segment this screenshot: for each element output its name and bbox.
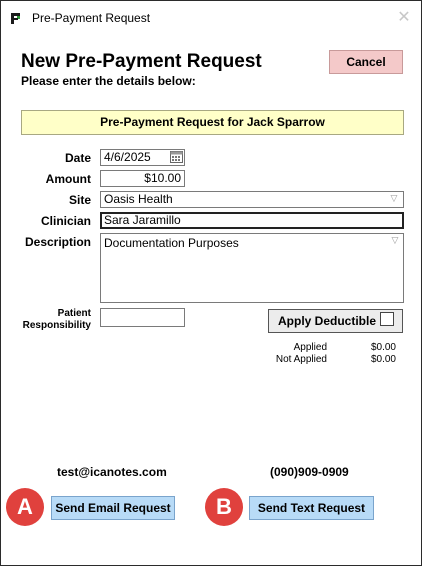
clinician-value: Sara Jaramillo	[104, 213, 181, 227]
clinician-label: Clinician	[40, 214, 91, 228]
description-value: Documentation Purposes	[104, 236, 239, 250]
description-label: Description	[24, 235, 91, 249]
patient-label-line2: Responsibility	[22, 320, 91, 331]
title-bar	[1, 1, 421, 35]
site-value: Oasis Health	[104, 192, 173, 206]
chevron-down-icon[interactable]: ▽	[390, 194, 398, 204]
apply-deductible-label: Apply Deductible	[278, 314, 377, 328]
callout-badge-a: A	[6, 488, 44, 526]
send-email-request-button[interactable]: Send Email Request	[51, 496, 175, 520]
patient-email: test@icanotes.com	[57, 465, 167, 479]
calendar-icon[interactable]	[170, 150, 183, 163]
page-title: New Pre-Payment Request	[21, 51, 262, 72]
window-title: Pre-Payment Request	[32, 11, 151, 25]
page-subtitle: Please enter the details below:	[21, 74, 196, 88]
site-select[interactable]	[100, 191, 404, 208]
patient-responsibility-label	[11, 308, 91, 332]
not-applied-value: $0.00	[370, 354, 396, 365]
cancel-button[interactable]: Cancel	[329, 50, 403, 74]
amount-value: $10.00	[144, 171, 181, 185]
patient-banner: Pre-Payment Request for Jack Sparrow	[21, 110, 404, 135]
send-text-request-button[interactable]: Send Text Request	[249, 496, 374, 520]
applied-value: $0.00	[370, 342, 396, 353]
date-label: Date	[64, 151, 91, 165]
callout-badge-b: B	[205, 488, 243, 526]
amount-field[interactable]	[100, 170, 185, 187]
scroll-up-icon[interactable]: ▽	[391, 236, 399, 246]
amount-label: Amount	[45, 172, 91, 186]
applied-label: Applied	[293, 342, 327, 353]
patient-label-line1: Patient	[57, 308, 91, 319]
apply-deductible-checkbox[interactable]	[380, 312, 394, 326]
clinician-field[interactable]	[100, 212, 404, 229]
date-value: 4/6/2025	[104, 150, 151, 164]
patient-phone: (090)909-0909	[270, 465, 349, 479]
site-label: Site	[68, 193, 91, 207]
close-icon[interactable]: ✕	[397, 7, 411, 26]
description-field[interactable]	[100, 233, 404, 303]
not-applied-label: Not Applied	[275, 354, 327, 365]
patient-responsibility-field[interactable]	[100, 308, 185, 327]
app-logo-icon	[11, 13, 21, 24]
